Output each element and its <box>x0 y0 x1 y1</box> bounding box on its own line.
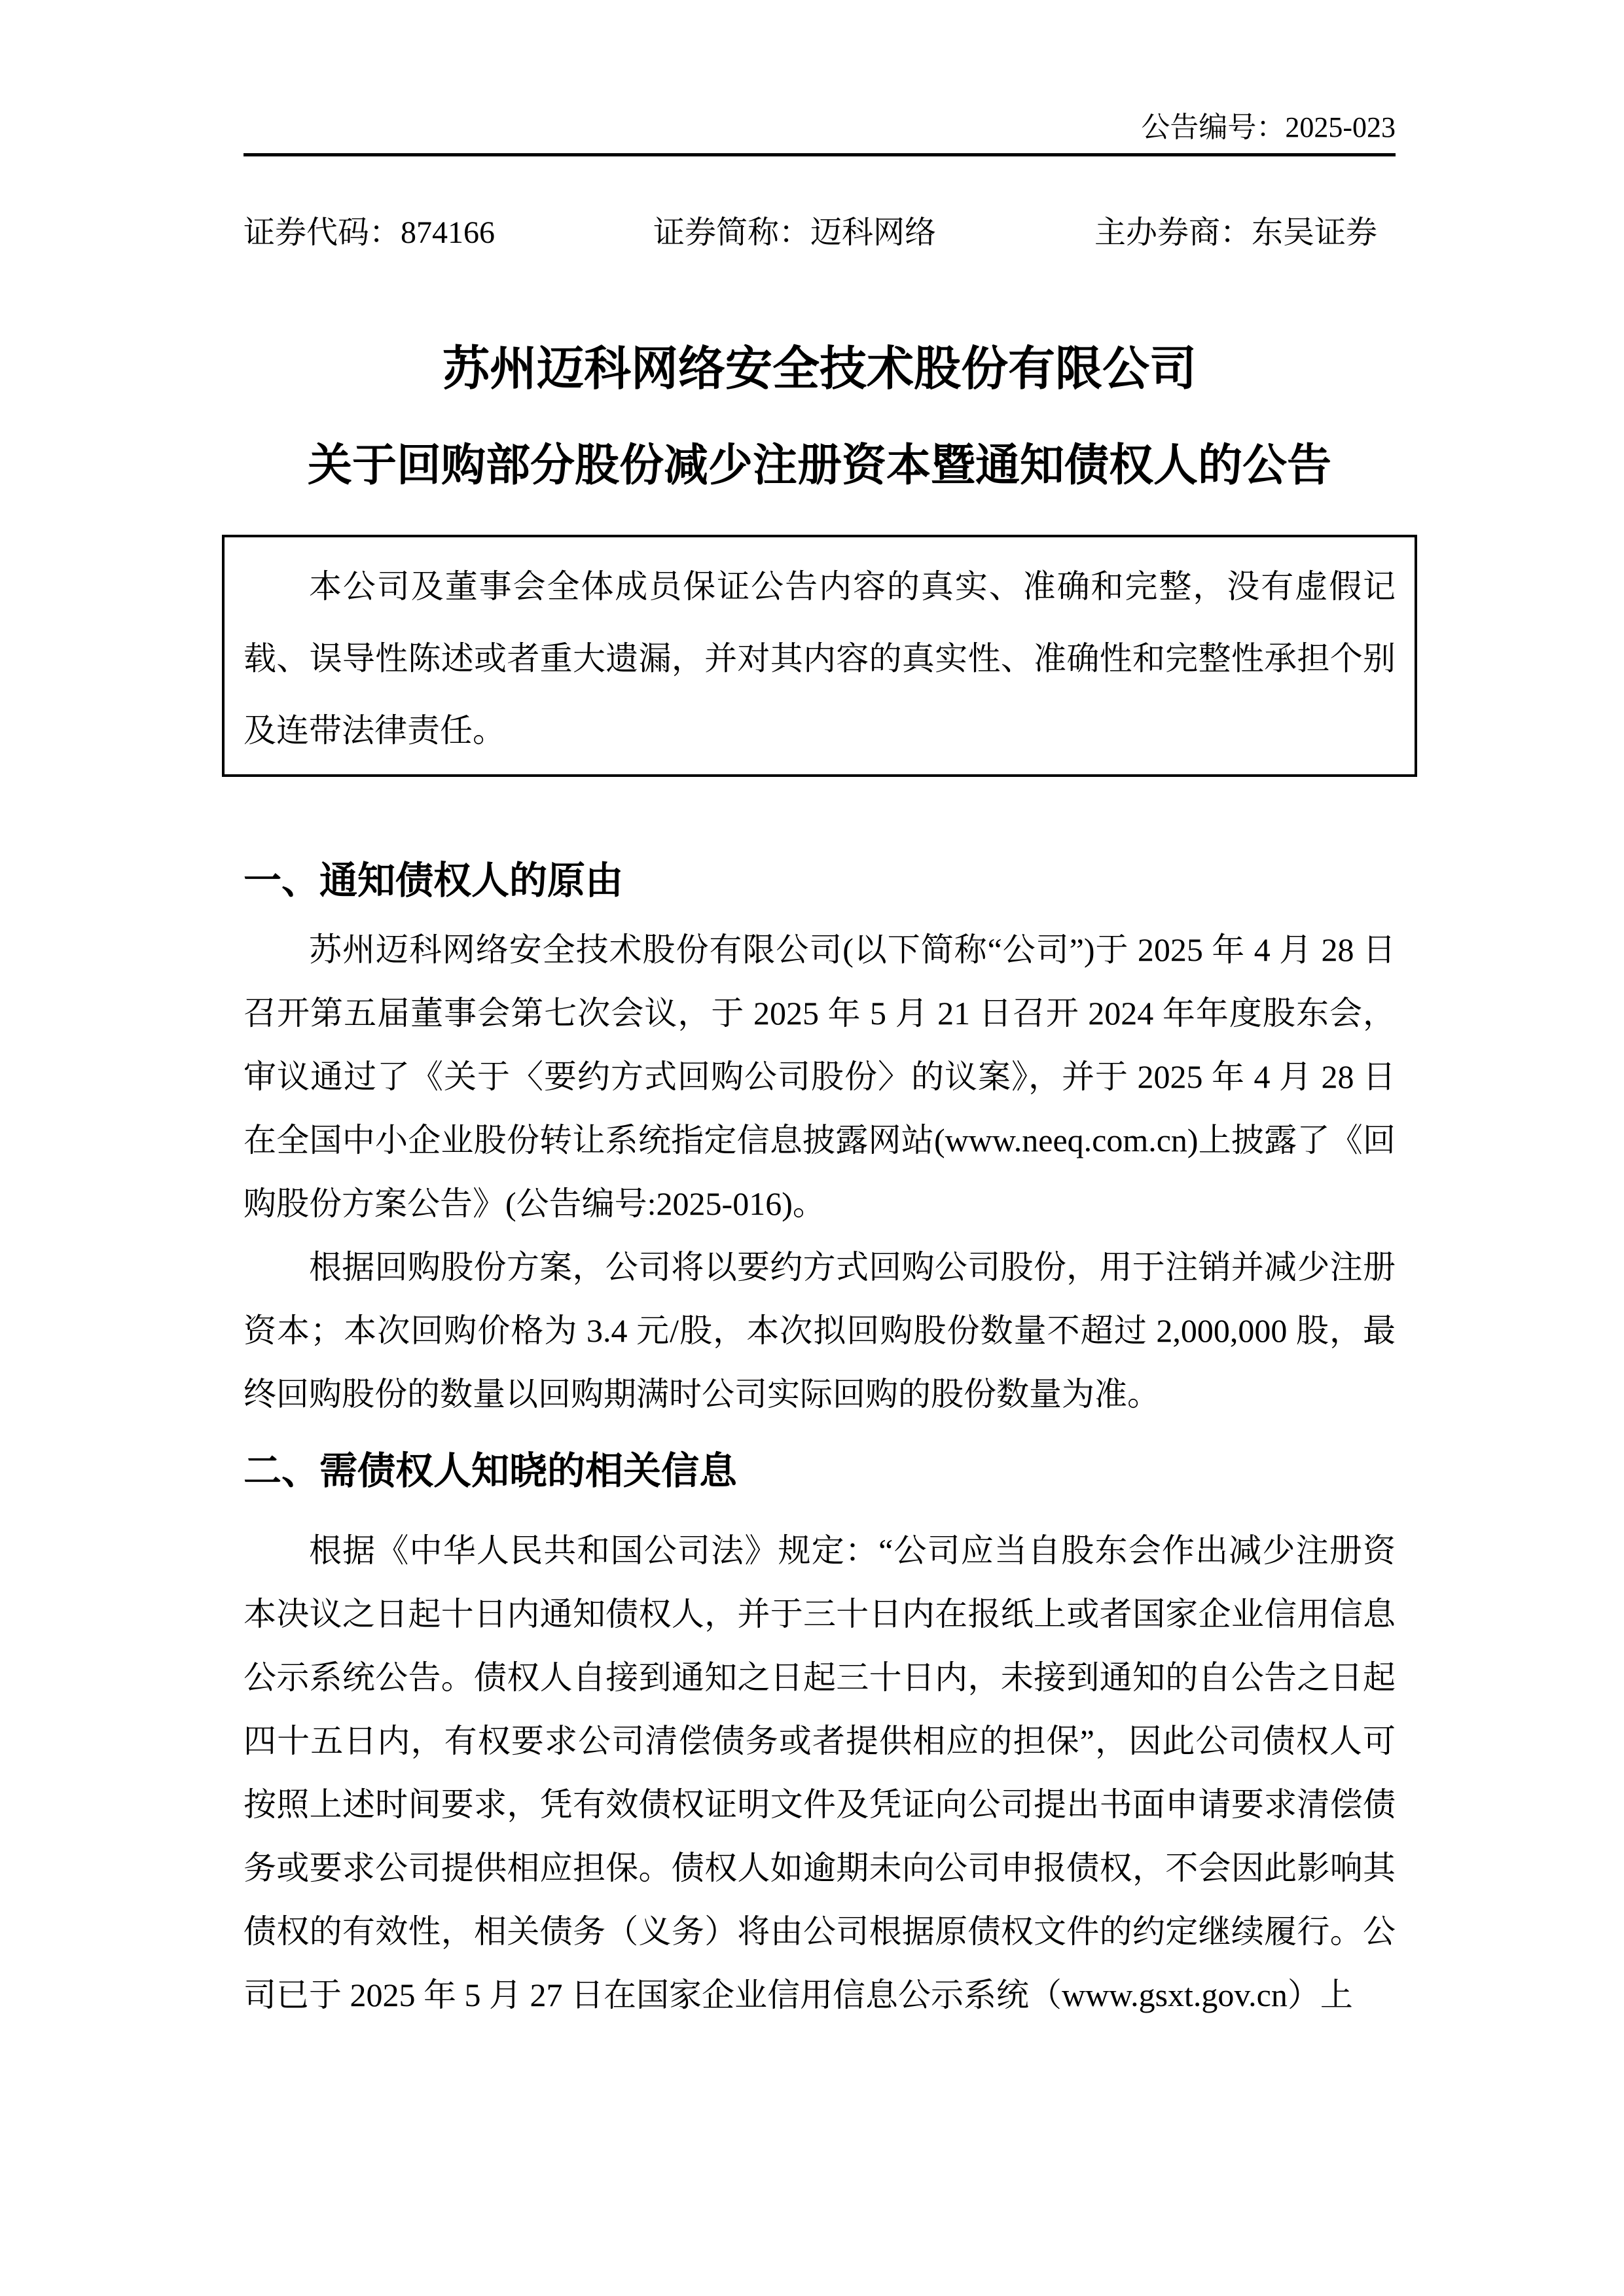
section-1-paragraph-1: 苏州迈科网络安全技术股份有限公司(以下简称“公司”)于 2025 年 4 月 28 日召开第五届董事会第七次会议，于 2025 年 5 月 21 日召开 2024 年年度股东会，审议通过了《关于〈要约方式回购公司股份〉的议案》，并于 2025 年 4 月 28 日在全国中小企业股份转让系统指定信息披露网站(www.neeq.com.cn)上披露了《回购股份方案公告》(公告编号:2025-016)。 <box>244 931 1396 1222</box>
section-1-paragraph-2: 根据回购股份方案，公司将以要约方式回购公司股份，用于注销并减少注册资本；本次回购价格为 3.4 元/股，本次拟回购股份数量不超过 2,000,000 股，最终回购股份的数量以回购期满时公司实际回购的股份数量为准。 <box>244 1249 1396 1412</box>
disclaimer-box <box>222 535 1417 777</box>
stock-short-name: 证券简称：迈科网络 <box>653 215 936 250</box>
announcement-title: 关于回购部分股份减少注册资本暨通知债权人的公告 <box>307 440 1331 490</box>
section-2-paragraph-1: 根据《中华人民共和国公司法》规定：“公司应当自股东会作出减少注册资本决议之日起十日内通知债权人，并于三十日内在报纸上或者国家企业信用信息公示系统公告。债权人自接到通知之日起三十日内，未接到通知的自公告之日起四十五日内，有权要求公司清偿债务或者提供相应的担保”，因此公司债权人可按照上述时间要求，凭有效债权证明文件及凭证向公司提出书面申请要求清偿债务或要求公司提供相应担保。债权人如逾期未向公司申报债权，不会因此影响其债权的有效性，相关债务（义务）将由公司根据原债权文件的约定继续履行。公司已于 2025 年 5 月 27 日在国家企业信用信息公示系统（www.gsxt.gov.cn）上 <box>244 1532 1396 2013</box>
company-name-title: 苏州迈科网络安全技术股份有限公司 <box>442 343 1197 395</box>
disclaimer-text: 本公司及董事会全体成员保证公告内容的真实、准确和完整，没有虚假记载、误导性陈述或者重大遗漏，并对其内容的真实性、准确性和完整性承担个别及连带法律责任。 <box>244 568 1396 749</box>
section-2-heading: 二、需债权人知晓的相关信息 <box>244 1450 738 1492</box>
stock-code: 证券代码：874166 <box>244 215 496 250</box>
document-content <box>244 0 1396 2027</box>
sponsor-broker: 主办券商：东吴证券 <box>1094 215 1377 250</box>
header-divider <box>244 153 1396 156</box>
securities-info-row <box>244 214 1377 252</box>
announcement-number: 公告编号：2025-023 <box>1141 111 1396 143</box>
section-1-heading: 一、通知债权人的原由 <box>244 859 624 902</box>
